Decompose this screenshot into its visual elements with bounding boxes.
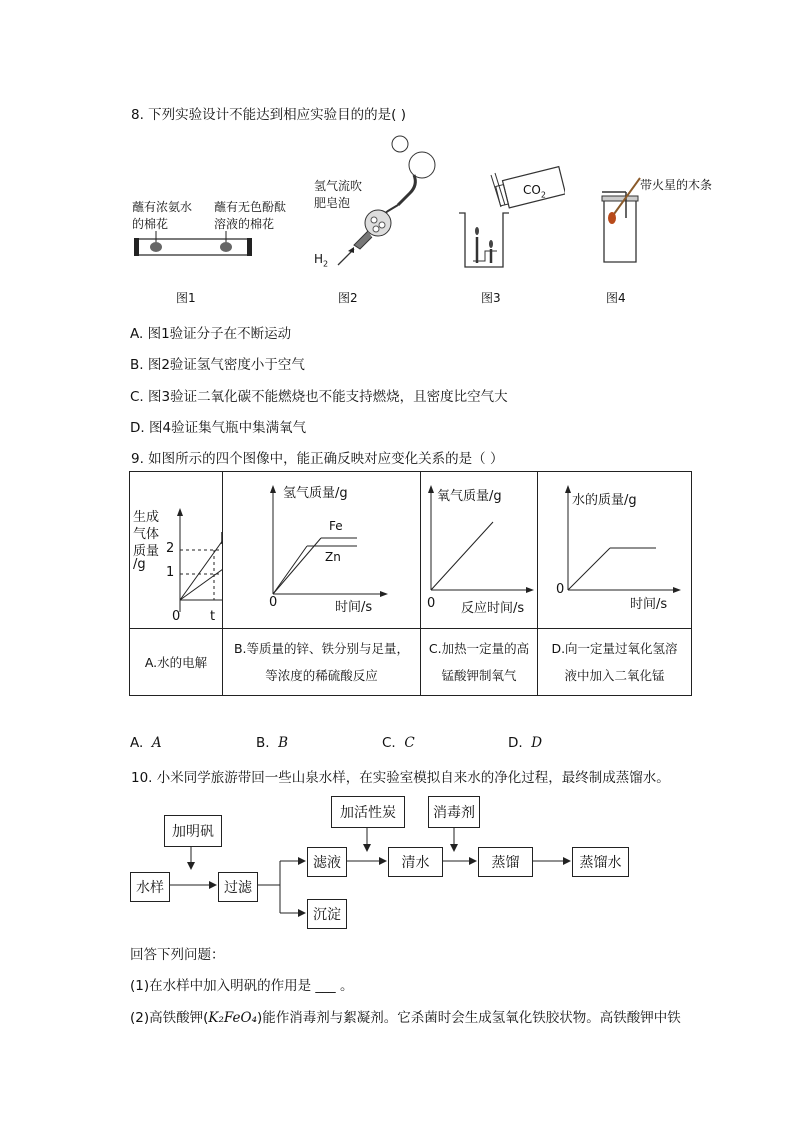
graph-d-ylabel: 水的质量/g [572,493,637,508]
q8-option-a[interactable]: A. 图1验证分子在不断运动 [130,326,292,342]
choice-d-value: D [531,735,543,751]
fig1-label-ammonia-2: 的棉花 [132,217,169,231]
choice-b-letter: B. [256,735,270,751]
fig3-gas-label: CO [523,183,541,197]
choice-a-letter: A. [130,735,144,751]
graph-a-tick-2: 2 [166,541,175,556]
choice-a-value: A [151,735,162,751]
flow-distill: 蒸馏 [478,847,533,877]
graph-c-ylabel: 氧气质量/g [437,489,502,504]
flow-filtrate: 滤液 [307,847,347,877]
graph-b-origin: 0 [269,595,278,610]
desc-c-line-1: C.加热一定量的高 [428,641,530,656]
flow-add-carbon: 加活性炭 [331,796,405,828]
flow-clear-water: 清水 [388,847,443,877]
fig4-caption: 图4 [606,291,626,305]
flow-add-alum: 加明矾 [164,815,222,847]
sub2-part-a: (2)高铁酸钾( [130,1010,209,1026]
q10-sub1: (1)在水样中加入明矾的作用是 ___ 。 [130,978,354,994]
flow-distilled-water: 蒸馏水 [572,847,629,877]
fig1-label-phenol: 蘸有无色酚酞 [214,200,287,214]
fig3-gas-sub: 2 [540,190,546,200]
flow-filter: 过滤 [218,872,258,902]
q10-answer-prompt: 回答下列问题： [130,947,225,963]
flow-disinfectant: 消毒剂 [428,796,480,828]
fig2-gas-label: H [314,252,324,266]
fig4-label: 带火星的木条 [640,178,713,192]
q8-option-d[interactable]: D. 图4验证集气瓶中集满氧气 [130,420,307,436]
q9-stem: 9. 如图所示的四个图像中，能正确反映对应变化关系的是（ ） [131,451,504,467]
graph-b-line-zn: Zn [325,550,341,564]
choice-b-value: B [278,735,289,751]
sub2-part-b: )能作消毒剂与絮凝剂。它杀菌时会生成氢氧化铁胶状物。高铁酸钾中铁 [257,1010,681,1026]
graph-a-origin: 0 [172,609,181,624]
q8-option-b[interactable]: B. 图2验证氢气密度小于空气 [130,357,305,373]
sub2-formula: K₂FeO₄ [208,1010,257,1026]
desc-b-line-2: 等浓度的稀硫酸反应 [265,668,378,683]
graph-c-origin: 0 [427,596,436,611]
graph-d-origin: 0 [556,582,565,597]
graph-b-line-fe: Fe [329,519,343,533]
q8-option-c[interactable]: C. 图3验证二氧化碳不能燃烧也不能支持燃烧，且密度比空气大 [130,389,508,405]
fig2-gas-sub: 2 [323,259,329,269]
graph-a-ylabel-3: 质量 [133,544,160,559]
graph-a-ylabel-4: /g [133,557,146,572]
fig2-label-1: 氢气流吹 [314,179,363,193]
graph-a-ylabel-1: 生成 [133,510,160,525]
flow-water-sample: 水样 [130,872,170,902]
q8-stem: 8. 下列实验设计不能达到相应实验目的的是( ) [131,107,406,123]
fig2-label-2: 肥皂泡 [314,196,351,210]
choice-d-letter: D. [508,735,523,751]
q10-stem: 10. 小米同学旅游带回一些山泉水样，在实验室模拟自来水的净化过程，最终制成蒸馏水。 [131,770,670,786]
graph-c-xlabel: 反应时间/s [461,601,525,616]
fig1-label-ammonia: 蘸有浓氨水 [132,200,193,214]
graph-b-xlabel: 时间/s [335,600,373,615]
graph-a-tick-1: 1 [166,565,175,580]
fig2-caption: 图2 [338,291,358,305]
desc-d-line-1: D.向一定量过氧化氢溶 [551,641,678,656]
graph-a-ylabel-2: 气体 [133,527,160,542]
graph-a-xlabel: t [210,609,216,624]
fig1-label-phenol-2: 溶液的棉花 [214,217,275,231]
desc-b-line-1: B.等质量的锌、铁分别与足量， [233,641,410,656]
graph-d-xlabel: 时间/s [630,597,668,612]
fig3-caption: 图3 [481,291,501,305]
desc-c-line-2: 锰酸钾制氧气 [441,668,517,683]
choice-c-value: C [404,735,415,751]
fig1-caption: 图1 [176,291,196,305]
choice-c-letter: C. [382,735,396,751]
q10-sub2 [130,1006,681,1026]
flow-precipitate: 沉淀 [307,899,347,929]
graph-b-ylabel: 氢气质量/g [283,486,348,501]
desc-d-line-2: 液中加入二氧化锰 [564,668,665,683]
desc-a-text: A.水的电解 [144,654,208,670]
